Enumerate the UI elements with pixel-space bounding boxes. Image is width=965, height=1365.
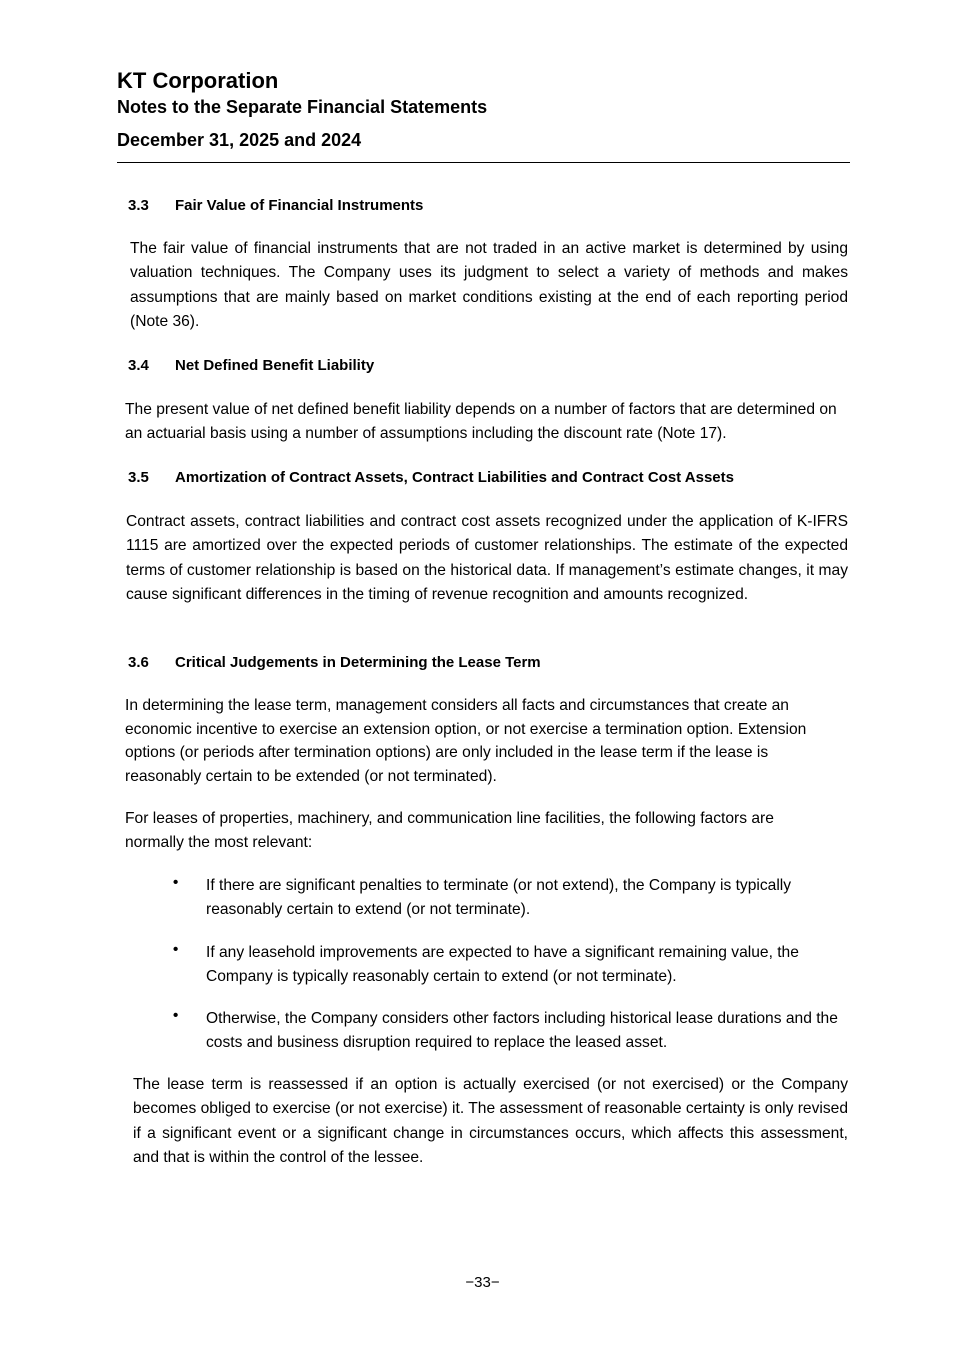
section-heading-3-4	[128, 356, 374, 376]
section-3-3-paragraph: The fair value of financial instruments that are not traded in an active market is determined by using valuation techniques. The Company uses its judgment to select a variety of methods and makes assumptions that are mainly based on market conditions existing at the end of each reporting period (Note 36).	[130, 240, 848, 330]
section-3-4-paragraph: The present value of net defined benefit liability depends on a number of factors that are determined on an actuarial basis using a number of assumptions including the discount rate (Note 17).	[125, 401, 837, 443]
section-title: Net Defined Benefit Liability	[175, 357, 375, 374]
bullet-marker: •	[173, 941, 179, 958]
section-title: Amortization of Contract Assets, Contract Liabilities and Contract Cost Assets	[175, 469, 734, 486]
bullet-marker: •	[173, 1007, 179, 1024]
document-title: Notes to the Separate Financial Statements	[117, 97, 488, 117]
section-heading-3-6	[128, 653, 541, 673]
document-date: December 31, 2025 and 2024	[117, 130, 362, 150]
section-number: 3.5	[128, 469, 149, 486]
section-number: 3.3	[128, 197, 149, 214]
section-3-5-paragraph: Contract assets, contract liabilities and contract cost assets recognized under the application of K-IFRS 1115 are amortized over the expected periods of customer relationships. The estimate of the expected terms of customer relationship is based on the historical data. If management’s estimate changes, it may cause significant differences in the timing of revenue recognition and amounts recognized.	[126, 513, 848, 603]
bullet-item-3: Otherwise, the Company considers other factors including historical lease durations and the costs and business disruption required to replace the leased asset.	[206, 1010, 838, 1051]
section-number: 3.6	[128, 654, 149, 671]
section-title: Fair Value of Financial Instruments	[175, 197, 424, 214]
section-3-6-paragraph-1: In determining the lease term, management considers all facts and circumstances that create an economic incentive to exercise an extension option, or not exercise a termination option. Extension options (or periods after termination options) are only included in the lease term if the lease is reasonably certain to be extended (or not terminated).	[125, 697, 807, 785]
bullet-item-2: If any leasehold improvements are expected to have a significant remaining value, the Company is typically reasonably certain to extend (or not terminate).	[206, 944, 799, 985]
section-3-6-paragraph-3: The lease term is reassessed if an option is actually exercised (or not exercised) or the Company becomes obliged to exercise (or not exercise) it. The assessment of reasonable certainty is only revised if a significant event or a significant change in circumstances occurs, which affects this assessment, and that is within the control of the lessee.	[133, 1076, 848, 1166]
section-heading-3-3	[128, 196, 423, 216]
bullet-item-1: If there are significant penalties to terminate (or not extend), the Company is typically reasonably certain to extend (or not terminate).	[206, 877, 792, 918]
page-number: −33−	[465, 1274, 500, 1291]
section-3-6-paragraph-2: For leases of properties, machinery, and communication line facilities, the following factors are normally the most relevant:	[125, 810, 774, 851]
header-divider	[117, 162, 850, 163]
section-title: Critical Judgements in Determining the Lease Term	[175, 654, 541, 671]
section-number: 3.4	[128, 357, 149, 374]
company-name: KT Corporation	[117, 68, 279, 93]
bullet-marker: •	[173, 874, 179, 891]
section-heading-3-5	[128, 468, 734, 488]
